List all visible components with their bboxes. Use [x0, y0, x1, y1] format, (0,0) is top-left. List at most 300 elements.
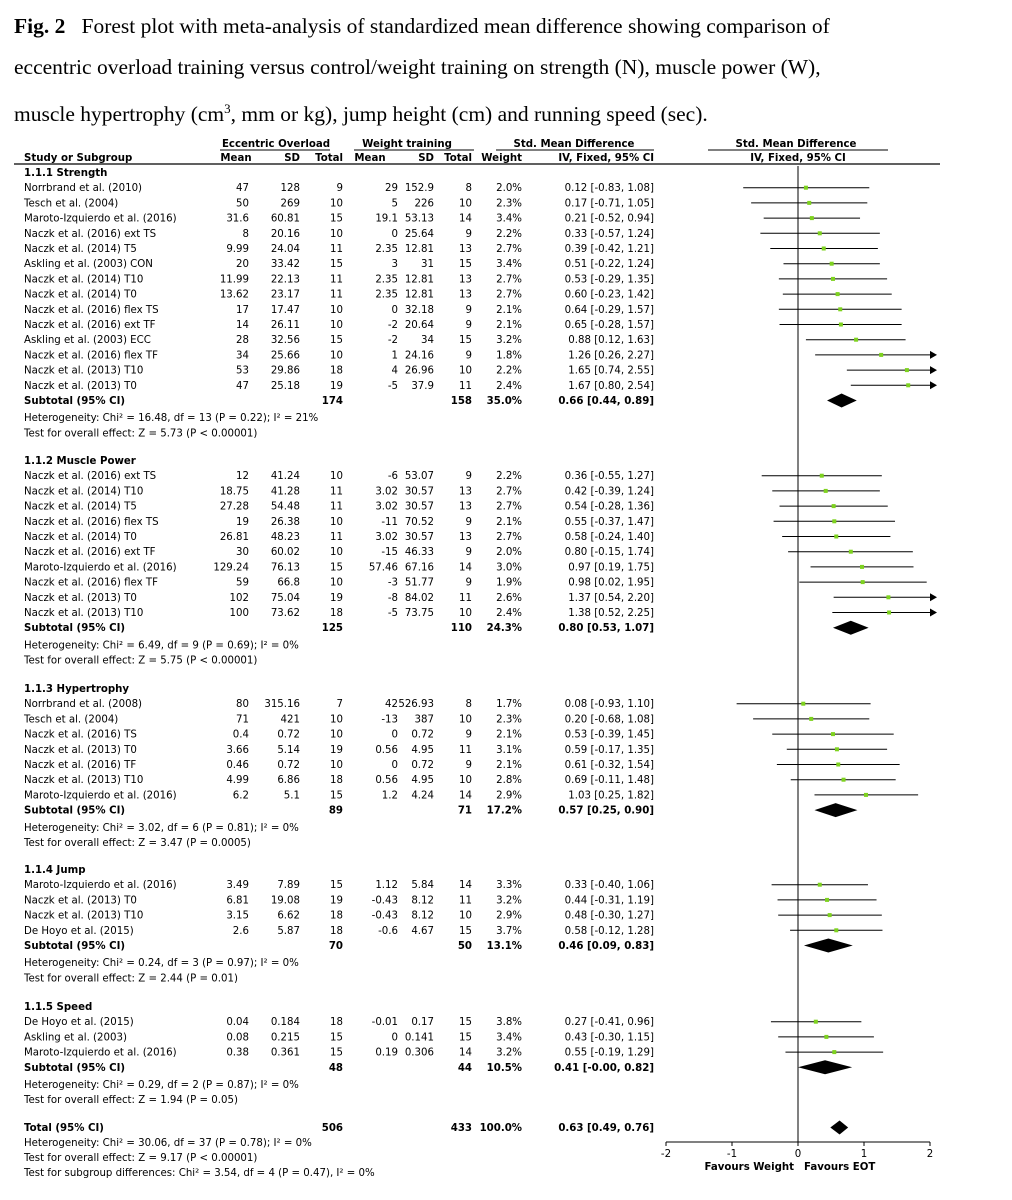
effect-square [824, 1035, 828, 1039]
study-weight: 3.2% [496, 1047, 522, 1059]
study-name: Naczk et al. (2016) ext TS [24, 228, 157, 240]
subtotal-label: Subtotal (95% CI) [24, 396, 126, 407]
study-name: Askling et al. (2003) [24, 1032, 127, 1044]
study-sd-wt: 8.12 [411, 910, 434, 922]
study-sd-eot: 269 [280, 198, 300, 210]
study-mean-eot: 71 [236, 714, 249, 726]
study-mean-eot: 17 [236, 304, 249, 316]
study-total-eot: 18 [330, 365, 343, 377]
study-weight: 2.3% [496, 198, 522, 210]
x-axis-tick-label: -1 [726, 1149, 738, 1160]
x-axis-tick-label: 1 [860, 1149, 868, 1160]
study-mean-wt: 3 [391, 259, 398, 271]
study-name: Naczk et al. (2013) T0 [24, 380, 137, 392]
header-smd-left: Std. Mean Difference [513, 139, 635, 150]
heterogeneity-text: Heterogeneity: Chi² = 6.49, df = 9 (P = 0.69); I² = 0% [24, 640, 299, 652]
study-total-wt: 13 [459, 274, 472, 286]
study-ci-text: 0.58 [-0.12, 1.28] [564, 925, 654, 937]
subtotal-total-eot: 48 [328, 1062, 343, 1074]
study-ci-text: 1.38 [0.52, 2.25] [568, 608, 654, 619]
study-total-eot: 11 [330, 289, 343, 301]
effect-square [822, 247, 826, 251]
study-total-wt: 15 [459, 1032, 472, 1044]
study-weight: 2.9% [496, 910, 522, 922]
study-mean-eot: 47 [236, 183, 249, 195]
study-mean-eot: 2.6 [232, 925, 249, 937]
effect-square [860, 565, 864, 569]
effect-square [830, 262, 834, 266]
study-weight: 2.8% [496, 775, 522, 787]
study-sd-eot: 25.18 [270, 380, 300, 392]
study-sd-wt: 73.75 [404, 608, 434, 619]
study-total-wt: 8 [465, 183, 472, 195]
study-sd-eot: 7.89 [277, 880, 300, 892]
study-mean-wt: -8 [387, 592, 398, 604]
study-name: Naczk et al. (2013) T10 [24, 910, 144, 922]
study-ci-text: 0.55 [-0.37, 1.47] [564, 516, 654, 528]
study-sd-wt: 34 [421, 335, 434, 347]
study-sd-wt: 5.84 [411, 880, 434, 892]
study-ci-text: 0.21 [-0.52, 0.94] [564, 213, 654, 225]
study-weight: 2.1% [496, 320, 522, 331]
study-total-wt: 15 [459, 335, 472, 347]
effect-square [836, 292, 840, 296]
effect-square [886, 595, 890, 599]
study-mean-eot: 0.04 [226, 1017, 249, 1029]
subtotal-weight: 35.0% [486, 396, 522, 407]
caption-line-2: eccentric overload training versus control/weight training on strength (N), muscle power (W), [14, 55, 821, 79]
study-sd-wt: 4.24 [411, 790, 434, 802]
study-ci-text: 0.61 [-0.32, 1.54] [564, 760, 654, 771]
x-axis-tick-label: 0 [794, 1149, 802, 1160]
overall-effect-text: Test for overall effect: Z = 5.73 (P < 0.00001) [24, 428, 258, 440]
header-smd-right: Std. Mean Difference [735, 139, 857, 150]
study-sd-wt: 51.77 [404, 577, 434, 589]
subtotal-total-eot: 70 [328, 941, 343, 952]
study-total-eot: 18 [330, 1017, 343, 1029]
study-mean-wt: 57.46 [368, 562, 398, 574]
study-weight: 2.7% [496, 274, 522, 286]
study-mean-wt: -3 [387, 577, 398, 589]
study-sd-wt: 31 [421, 259, 434, 271]
effect-square [814, 1020, 818, 1024]
study-name: Askling et al. (2003) ECC [24, 335, 151, 347]
study-name: Maroto-Izquierdo et al. (2016) [24, 1047, 177, 1059]
caption-superscript: 3 [224, 101, 231, 116]
header-ci-right: IV, Fixed, 95% CI [750, 153, 846, 164]
study-name: De Hoyo et al. (2015) [24, 1017, 134, 1029]
subtotal-weight: 17.2% [486, 805, 522, 817]
study-sd-wt: 152.9 [404, 183, 434, 195]
effect-square [824, 489, 828, 493]
study-mean-eot: 80 [236, 699, 249, 711]
study-mean-wt: 1 [391, 350, 398, 362]
study-mean-wt: 3.02 [375, 532, 398, 543]
subtotal-total-eot: 89 [328, 805, 343, 817]
subtotal-weight: 24.3% [486, 623, 522, 635]
study-total-wt: 15 [459, 259, 472, 271]
subtotal-weight: 10.5% [486, 1062, 522, 1074]
study-weight: 2.3% [496, 714, 522, 726]
study-mean-wt: 2.35 [375, 244, 398, 255]
study-sd-eot: 76.13 [270, 562, 300, 574]
study-total-wt: 9 [465, 228, 472, 240]
study-total-wt: 9 [465, 547, 472, 559]
study-mean-eot: 0.4 [232, 729, 249, 741]
study-mean-eot: 26.81 [219, 532, 249, 543]
study-sd-wt: 20.64 [404, 320, 434, 331]
study-ci-text: 0.58 [-0.24, 1.40] [564, 532, 654, 543]
study-ci-text: 0.80 [-0.15, 1.74] [564, 547, 654, 559]
header-study: Study or Subgroup [24, 153, 133, 164]
total-weight: 100.0% [479, 1123, 522, 1134]
study-weight: 3.4% [496, 259, 522, 271]
study-sd-eot: 73.62 [270, 608, 300, 619]
study-total-wt: 9 [465, 471, 472, 483]
study-mean-wt: 0.56 [375, 775, 398, 787]
header-total-eot: Total [315, 153, 343, 164]
subtotal-total-wt: 110 [450, 623, 472, 635]
study-name: Naczk et al. (2014) T0 [24, 289, 137, 301]
study-total-eot: 15 [330, 880, 343, 892]
study-mean-wt: 0 [391, 304, 398, 316]
study-mean-eot: 102 [229, 592, 249, 604]
study-total-wt: 11 [459, 744, 472, 756]
study-name: Naczk et al. (2016) flex TS [24, 304, 159, 316]
study-total-wt: 10 [459, 198, 472, 210]
study-mean-eot: 6.2 [232, 790, 249, 802]
study-total-wt: 13 [459, 486, 472, 498]
study-sd-eot: 421 [280, 714, 300, 726]
study-ci-text: 0.42 [-0.39, 1.24] [564, 486, 654, 498]
study-total-wt: 10 [459, 365, 472, 377]
study-total-wt: 11 [459, 592, 472, 604]
study-ci-text: 0.20 [-0.68, 1.08] [564, 714, 654, 726]
study-total-wt: 9 [465, 350, 472, 362]
study-name: Naczk et al. (2014) T5 [24, 501, 137, 513]
study-mean-eot: 59 [236, 577, 249, 589]
study-ci-text: 1.65 [0.74, 2.55] [568, 365, 654, 377]
subgroup-title: 1.1.1 Strength [24, 168, 108, 179]
study-ci-text: 0.53 [-0.39, 1.45] [564, 729, 654, 741]
study-total-eot: 19 [330, 592, 343, 604]
x-axis-tick-label: 2 [926, 1149, 934, 1160]
study-ci-text: 0.12 [-0.83, 1.08] [564, 183, 654, 195]
study-mean-wt: 3.02 [375, 486, 398, 498]
study-weight: 2.1% [496, 729, 522, 741]
ci-arrow-icon [930, 366, 937, 374]
study-total-wt: 14 [459, 1047, 472, 1059]
study-total-wt: 13 [459, 532, 472, 543]
study-mean-wt: 0 [391, 1032, 398, 1044]
study-sd-eot: 5.87 [277, 925, 300, 937]
study-ci-text: 1.26 [0.26, 2.27] [568, 350, 654, 362]
study-total-eot: 7 [336, 699, 343, 711]
heterogeneity-text: Heterogeneity: Chi² = 3.02, df = 6 (P = 0.81); I² = 0% [24, 822, 299, 834]
study-mean-wt: 3.02 [375, 501, 398, 513]
subtotal-weight: 13.1% [486, 941, 522, 952]
study-mean-eot: 31.6 [226, 213, 249, 225]
study-mean-eot: 3.66 [226, 744, 249, 756]
study-ci-text: 1.03 [0.25, 1.82] [568, 790, 654, 802]
study-sd-wt: 70.52 [404, 516, 434, 528]
overall-effect-text: Test for overall effect: Z = 5.75 (P < 0.00001) [24, 655, 258, 667]
study-mean-wt: 19.1 [375, 213, 398, 225]
study-total-wt: 9 [465, 577, 472, 589]
overall-effect-text: Test for overall effect: Z = 3.47 (P = 0.0005) [24, 838, 251, 849]
study-mean-wt: 0 [391, 760, 398, 771]
study-total-eot: 18 [330, 925, 343, 937]
study-total-eot: 10 [330, 350, 343, 362]
study-total-eot: 15 [330, 562, 343, 574]
effect-square [804, 186, 808, 190]
study-sd-wt: 26.96 [404, 365, 434, 377]
study-ci-text: 0.69 [-0.11, 1.48] [564, 775, 654, 787]
study-total-eot: 19 [330, 380, 343, 392]
effect-square [831, 732, 835, 736]
study-sd-eot: 19.08 [270, 895, 300, 907]
subtotal-ci-text: 0.41 [-0.00, 0.82] [554, 1062, 654, 1074]
caption-text-3a: muscle hypertrophy (cm [14, 102, 225, 127]
study-name: Maroto-Izquierdo et al. (2016) [24, 880, 177, 892]
study-sd-wt: 0.17 [411, 1017, 434, 1029]
study-total-eot: 11 [330, 486, 343, 498]
total-heterogeneity-text: Heterogeneity: Chi² = 30.06, df = 37 (P = 0.78); I² = 0% [24, 1138, 312, 1149]
study-mean-eot: 20 [236, 259, 249, 271]
study-mean-eot: 13.62 [219, 289, 249, 301]
study-sd-wt: 84.02 [404, 592, 434, 604]
study-sd-eot: 0.72 [277, 729, 300, 741]
study-name: Naczk et al. (2013) T10 [24, 608, 144, 619]
study-mean-wt: 0.56 [375, 744, 398, 756]
study-sd-wt: 0.306 [404, 1047, 434, 1059]
study-sd-wt: 30.57 [404, 501, 434, 513]
study-ci-text: 1.67 [0.80, 2.54] [568, 380, 654, 392]
study-sd-eot: 5.14 [277, 744, 300, 756]
study-name: Askling et al. (2003) CON [24, 259, 153, 271]
study-total-wt: 9 [465, 729, 472, 741]
study-total-wt: 9 [465, 304, 472, 316]
study-mean-wt: -0.43 [371, 910, 398, 922]
study-mean-wt: -15 [381, 547, 398, 559]
study-mean-wt: -5 [387, 380, 398, 392]
study-mean-wt: -6 [387, 471, 398, 483]
study-weight: 2.0% [496, 183, 522, 195]
study-total-eot: 11 [330, 244, 343, 255]
study-sd-eot: 23.17 [270, 289, 300, 301]
study-sd-wt: 25.64 [404, 228, 434, 240]
favours-weight-label: Favours Weight [704, 1162, 794, 1173]
study-total-wt: 9 [465, 320, 472, 331]
study-mean-eot: 14 [236, 320, 249, 331]
study-total-wt: 14 [459, 213, 472, 225]
effect-square [825, 898, 829, 902]
effect-square [906, 383, 910, 387]
study-total-wt: 15 [459, 1017, 472, 1029]
study-mean-wt: 1.2 [381, 790, 398, 802]
effect-square [879, 353, 883, 357]
study-total-eot: 18 [330, 910, 343, 922]
study-weight: 3.2% [496, 335, 522, 347]
study-mean-eot: 0.46 [226, 760, 249, 771]
subtotal-total-wt: 158 [450, 396, 472, 407]
caption-text-1: Forest plot with meta-analysis of standardized mean difference showing comparison of [81, 14, 830, 38]
effect-square [810, 216, 814, 220]
study-mean-eot: 9.99 [226, 244, 249, 255]
study-ci-text: 0.59 [-0.17, 1.35] [564, 744, 654, 756]
study-mean-eot: 28 [236, 335, 249, 347]
study-name: Naczk et al. (2013) T10 [24, 775, 144, 787]
effect-square [849, 550, 853, 554]
study-sd-wt: 387 [414, 714, 434, 726]
subtotal-label: Subtotal (95% CI) [24, 1062, 126, 1074]
total-diamond [830, 1121, 848, 1135]
study-name: Maroto-Izquierdo et al. (2016) [24, 213, 177, 225]
subtotal-diamond [798, 1060, 852, 1074]
total-total-wt: 433 [450, 1123, 472, 1134]
study-sd-wt: 30.57 [404, 532, 434, 543]
study-name: Naczk et al. (2016) flex TS [24, 516, 159, 528]
study-weight: 3.1% [496, 744, 522, 756]
subtotal-ci-text: 0.46 [0.09, 0.83] [558, 941, 654, 952]
subgroup-title: 1.1.4 Jump [24, 865, 86, 876]
effect-square [842, 778, 846, 782]
effect-square [834, 535, 838, 539]
study-total-wt: 10 [459, 775, 472, 787]
effect-square [801, 702, 805, 706]
header-sd-eot: SD [284, 153, 300, 164]
effect-square [887, 611, 891, 615]
study-weight: 1.8% [496, 350, 522, 362]
study-sd-wt: 4.95 [411, 775, 434, 787]
study-mean-wt: 0.19 [375, 1047, 398, 1059]
study-mean-eot: 19 [236, 516, 249, 528]
study-sd-eot: 17.47 [270, 304, 300, 316]
study-total-wt: 14 [459, 790, 472, 802]
study-name: Tesch et al. (2004) [24, 714, 119, 726]
study-ci-text: 0.44 [-0.31, 1.19] [564, 895, 654, 907]
study-total-eot: 15 [330, 790, 343, 802]
study-sd-wt: 4.95 [411, 744, 434, 756]
study-mean-wt: -0.01 [371, 1017, 398, 1029]
study-total-eot: 19 [330, 895, 343, 907]
study-sd-eot: 25.66 [270, 350, 300, 362]
study-sd-eot: 26.38 [270, 516, 300, 528]
effect-square [905, 368, 909, 372]
study-name: Norrbrand et al. (2008) [24, 699, 143, 711]
subtotal-ci-text: 0.57 [0.25, 0.90] [558, 805, 654, 817]
study-mean-wt: 2.35 [375, 289, 398, 301]
study-total-eot: 10 [330, 198, 343, 210]
study-sd-eot: 22.13 [270, 274, 300, 286]
study-weight: 2.1% [496, 760, 522, 771]
study-total-eot: 10 [330, 729, 343, 741]
study-sd-eot: 6.86 [277, 775, 300, 787]
study-mean-eot: 47 [236, 380, 249, 392]
study-mean-eot: 8 [242, 228, 249, 240]
study-sd-eot: 33.42 [270, 259, 300, 271]
study-sd-eot: 75.04 [270, 592, 300, 604]
heterogeneity-text: Heterogeneity: Chi² = 0.24, df = 3 (P = 0.97); I² = 0% [24, 958, 299, 970]
heterogeneity-text: Heterogeneity: Chi² = 0.29, df = 2 (P = 0.87); I² = 0% [24, 1080, 299, 1091]
subtotal-total-wt: 44 [457, 1062, 472, 1074]
subtotal-total-wt: 50 [457, 941, 472, 952]
subtotal-label: Subtotal (95% CI) [24, 623, 126, 635]
study-ci-text: 0.48 [-0.30, 1.27] [564, 910, 654, 922]
subtotal-diamond [833, 621, 869, 635]
study-mean-eot: 100 [229, 608, 249, 619]
study-total-eot: 15 [330, 259, 343, 271]
study-sd-eot: 66.8 [277, 577, 300, 589]
study-mean-wt: -11 [381, 516, 398, 528]
study-ci-text: 0.55 [-0.19, 1.29] [564, 1047, 654, 1059]
study-sd-eot: 29.86 [270, 365, 300, 377]
study-mean-wt: 1.12 [375, 880, 398, 892]
ci-arrow-icon [930, 609, 937, 617]
study-total-wt: 13 [459, 501, 472, 513]
study-sd-eot: 48.23 [270, 532, 300, 543]
study-mean-eot: 12 [236, 471, 249, 483]
total-overall-effect-text: Test for overall effect: Z = 9.17 (P < 0.00001) [24, 1153, 258, 1164]
subgroup-title: 1.1.2 Muscle Power [24, 456, 136, 467]
study-total-eot: 10 [330, 471, 343, 483]
study-weight: 3.7% [496, 925, 522, 937]
study-total-eot: 15 [330, 1032, 343, 1044]
study-name: Naczk et al. (2016) flex TF [24, 577, 158, 589]
study-weight: 2.6% [496, 592, 522, 604]
study-mean-eot: 129.24 [213, 562, 249, 574]
effect-square [807, 201, 811, 205]
study-total-wt: 11 [459, 380, 472, 392]
study-sd-eot: 0.184 [270, 1017, 300, 1029]
study-total-wt: 13 [459, 289, 472, 301]
study-mean-wt: 5 [391, 198, 398, 210]
overall-effect-text: Test for overall effect: Z = 1.94 (P = 0.05) [24, 1095, 238, 1107]
ci-arrow-icon [930, 593, 937, 601]
study-mean-eot: 27.28 [219, 501, 249, 513]
study-name: Naczk et al. (2016) ext TF [24, 547, 156, 559]
study-name: Naczk et al. (2016) TF [24, 760, 137, 771]
study-ci-text: 0.98 [0.02, 1.95] [568, 577, 654, 589]
study-sd-wt: 67.16 [404, 562, 434, 574]
study-weight: 2.7% [496, 244, 522, 255]
study-ci-text: 0.97 [0.19, 1.75] [568, 562, 654, 574]
study-ci-text: 0.88 [0.12, 1.63] [568, 335, 654, 347]
study-mean-eot: 34 [236, 350, 249, 362]
ci-arrow-icon [930, 381, 937, 389]
study-total-wt: 9 [465, 760, 472, 771]
effect-square [836, 763, 840, 767]
study-name: Naczk et al. (2014) T0 [24, 532, 137, 543]
overall-effect-text: Test for overall effect: Z = 2.44 (P = 0.01) [24, 973, 238, 985]
study-mean-wt: 2.35 [375, 274, 398, 286]
study-name: Naczk et al. (2016) ext TF [24, 320, 156, 331]
study-weight: 3.2% [496, 895, 522, 907]
study-weight: 2.7% [496, 289, 522, 301]
study-sd-eot: 60.81 [270, 213, 300, 225]
effect-square [820, 474, 824, 478]
effect-square [832, 519, 836, 523]
study-ci-text: 0.39 [-0.42, 1.21] [564, 244, 654, 255]
study-total-wt: 8 [465, 699, 472, 711]
study-mean-wt: 0 [391, 729, 398, 741]
study-name: Naczk et al. (2014) T10 [24, 486, 144, 498]
study-sd-eot: 32.56 [270, 335, 300, 347]
study-total-wt: 10 [459, 714, 472, 726]
header-ci-left: IV, Fixed, 95% CI [558, 153, 654, 164]
study-sd-wt: 24.16 [404, 350, 434, 362]
study-mean-wt: 4 [391, 365, 398, 377]
